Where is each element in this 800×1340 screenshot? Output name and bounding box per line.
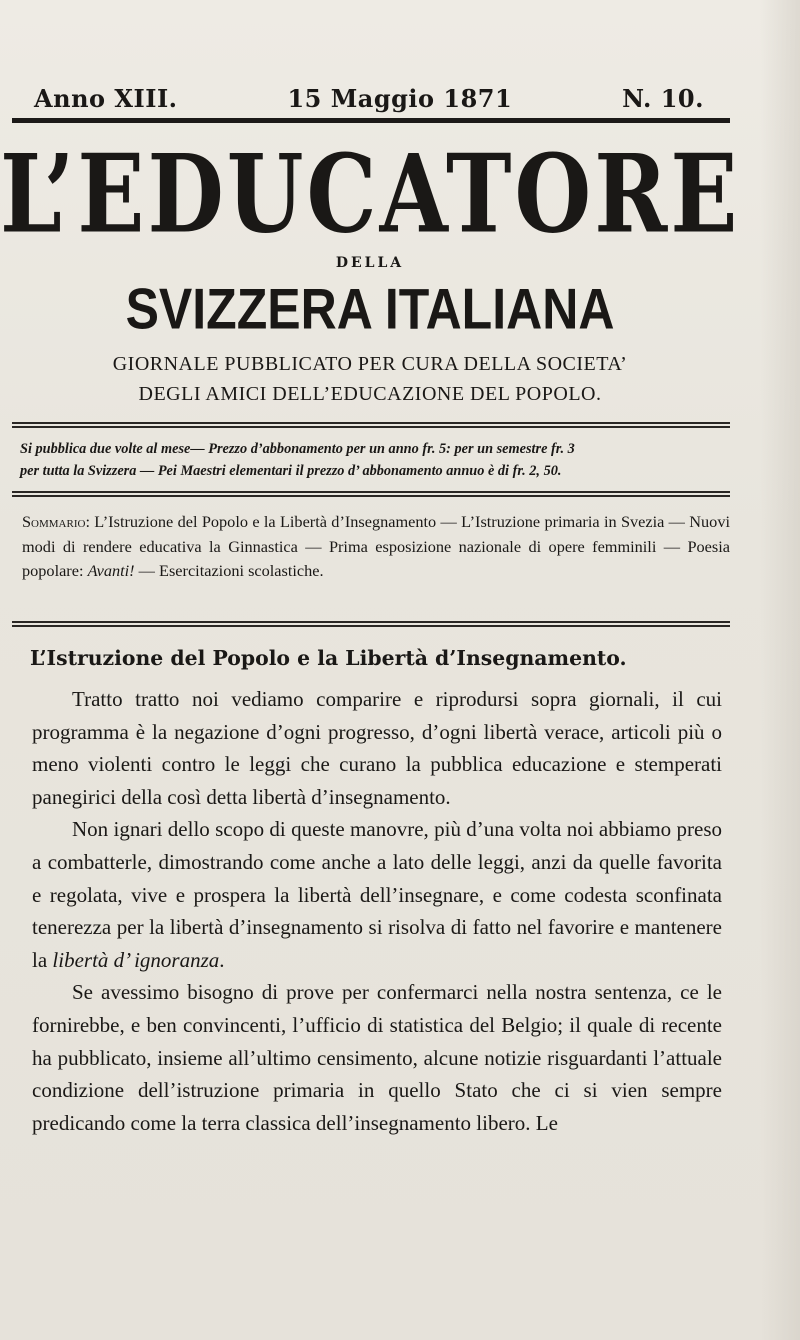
divider: [12, 422, 730, 424]
subscription-line-1: Si pubblica due volte al mese— Prezzo d’abbonamento per un anno fr. 5: per un semestre fr. 3: [20, 441, 575, 457]
summary: [22, 510, 730, 584]
page-edge-shadow: [760, 0, 800, 1340]
top-rule: [12, 118, 730, 123]
masthead-year: Anno XIII.: [34, 84, 178, 113]
masthead-date: 15 Maggio 1871: [287, 84, 513, 113]
description-line-1: GIORNALE PUBBLICATO PER CURA DELLA SOCIETA’: [112, 353, 628, 375]
divider: [12, 625, 730, 627]
summary-label: Sommario: [22, 512, 86, 531]
paragraph-2-text: Non ignari dello scopo di queste manovre, più d’una volta noi abbiamo preso a combatterle, dimostrando come anche a lato delle leggi, anzi da quelle favorita e regolata, vive e prospera la libertà dell’insegnare, e come codesta sconfinata tenerezza per la libertà d’insegnamento si risolva di fatto nel favorire e mantenere la: [32, 817, 722, 972]
masthead-meta: [34, 84, 704, 113]
subscription-info: [20, 438, 730, 482]
newspaper-title: L’EDUCATORE: [0, 130, 741, 258]
paragraph-2-end: .: [219, 947, 225, 972]
newspaper-subtitle: SVIZZERA ITALIANA: [125, 276, 615, 341]
summary-italic-title: Avanti!: [87, 561, 135, 580]
article-paragraph-2: [32, 813, 722, 976]
paragraph-2-italic: libertà d’ ignoranza: [52, 947, 220, 972]
article-paragraph-1: Tratto tratto noi vediamo comparire e riprodursi sopra giornali, il cui programma è la negazione d’ogni progresso, d’ogni libertà verace, articoli più o meno violenti contro le leggi che curano la pubblica educazione e stemperati panegirici della così detta libertà d’insegnamento.: [32, 687, 722, 809]
divider: [12, 621, 730, 623]
subscription-line-2: per tutta la Svizzera — Pei Maestri elementari il prezzo d’ abbonamento annuo è di fr. 2, 50.: [20, 463, 562, 479]
article-title: L’Istruzione del Popolo e la Libertà d’Insegnamento.: [30, 646, 627, 670]
title-della: DELLA: [335, 255, 405, 271]
article-body: [32, 683, 722, 1139]
article-paragraph-3: Se avessimo bisogno di prove per confermarci nella nostra sentenza, ce le fornirebbe, e ben convincenti, l’ufficio di statistica del Belgio; il quale di recente ha pubblicato, insieme all’ultimo censimento, alcune notizie risguardanti l’attuale condizione dell’istruzione primaria in quello Stato che ci si vien sempre predicando come la terra classica dell’insegnamento libero. Le: [32, 980, 722, 1135]
description-line-2: DEGLI AMICI DELL’EDUCAZIONE DEL POPOLO.: [138, 383, 602, 405]
divider: [12, 491, 730, 493]
divider: [12, 426, 730, 428]
masthead-issue: N. 10.: [622, 84, 704, 113]
summary-text: : L’Istruzione del Popolo e la Libertà d’Insegnamento — L’Istruzione primaria in Svezia — Nuovi modi di rendere educativa la Ginnastica — Prima esposizione nazionale di opere femminili — Poesia popolare:: [22, 512, 730, 580]
summary-text-end: — Esercitazioni scolastiche.: [134, 561, 324, 580]
divider: [12, 495, 730, 497]
